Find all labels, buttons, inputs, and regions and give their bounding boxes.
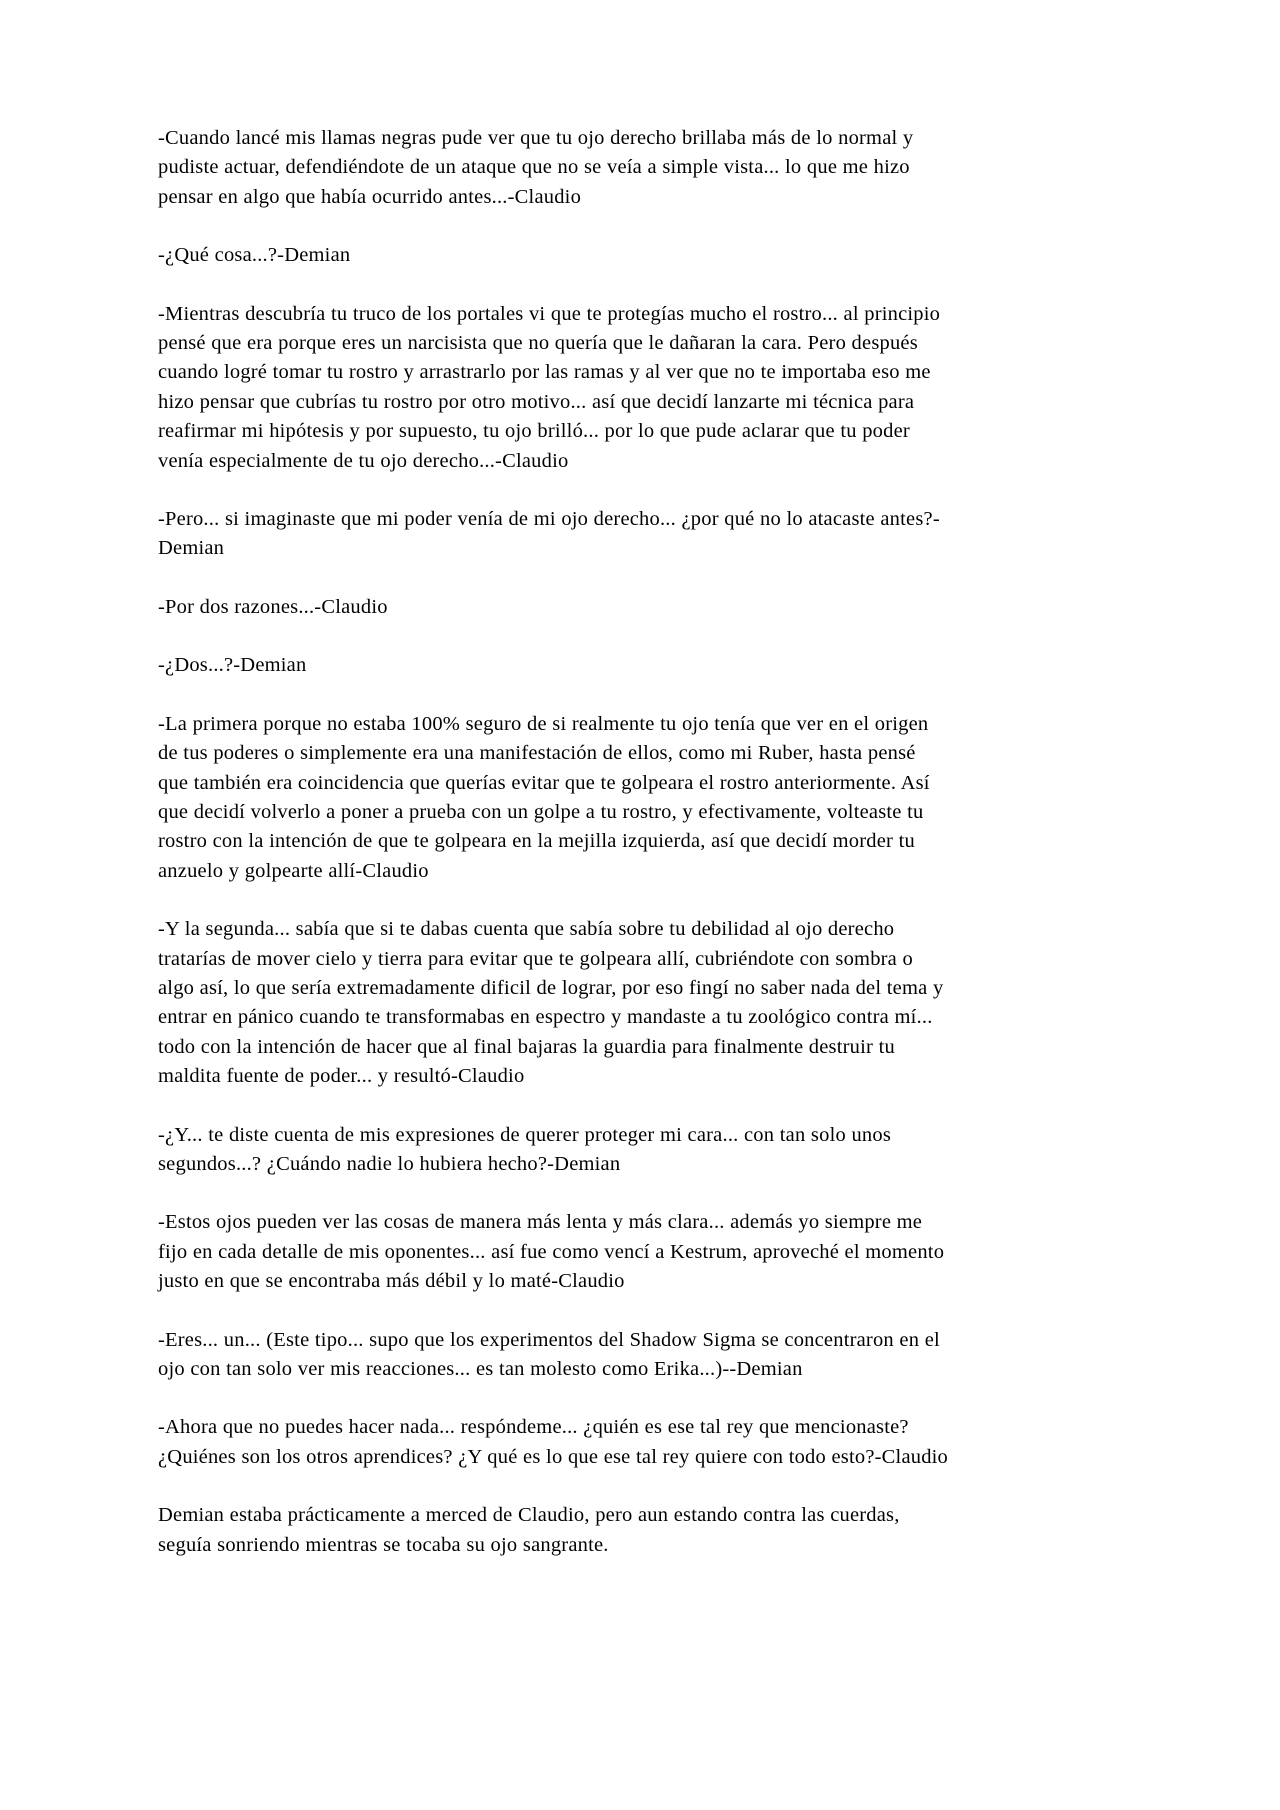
paragraph: -Mientras descubría tu truco de los portales vi que te protegías mucho el rostro... al principio pensé que era porque eres un narcisista que no quería que le dañaran la cara. Pero después cuando logré tomar tu rostro y arrastrarlo por las ramas y al ver que no te importaba eso me hizo pensar que cubrías tu rostro por otro motivo... así que decidí lanzarte mi técnica para reafirmar mi hipótesis y por supuesto, tu ojo brilló... por lo que pude aclarar que tu poder venía especialmente de tu ojo derecho...-Claudio: [158, 302, 941, 472]
paragraph: Demian estaba prácticamente a merced de Claudio, pero aun estando contra las cuerdas, seguía sonriendo mientras se tocaba su ojo sangrante.: [158, 1504, 900, 1556]
paragraph: -Por dos razones...-Claudio: [158, 595, 388, 618]
paragraph: -Pero... si imaginaste que mi poder venía de mi ojo derecho... ¿por qué no lo atacaste antes?-Demian: [158, 508, 940, 560]
document-body: [158, 124, 948, 1560]
paragraph: -¿Qué cosa...?-Demian: [158, 244, 351, 267]
paragraph: -Estos ojos pueden ver las cosas de manera más lenta y más clara... además yo siempre me fijo en cada detalle de mis oponentes... así fue como vencí a Kestrum, aproveché el momento justo en que se encontraba más débil y lo maté-Claudio: [158, 1211, 945, 1293]
paragraph: -Ahora que no puedes hacer nada... respóndeme... ¿quién es ese tal rey que mencionaste? ¿Quiénes son los otros aprendices? ¿Y qué es lo que ese tal rey quiere con todo esto?-Claudio: [158, 1416, 949, 1468]
paragraph: -Eres... un... (Este tipo... supo que los experimentos del Shadow Sigma se concentraron en el ojo con tan solo ver mis reacciones... es tan molesto como Erika...)--Demian: [158, 1328, 940, 1380]
paragraph: -¿Dos...?-Demian: [158, 654, 307, 677]
paragraph: -Y la segunda... sabía que si te dabas cuenta que sabía sobre tu debilidad al ojo derecho tratarías de mover cielo y tierra para evitar que te golpeara allí, cubriéndote con sombra o algo así, lo que sería extremadamente dificil de lograr, por eso fingí no saber nada del tema y entrar en pánico cuando te transformabas en espectro y mandaste a tu zoológico contra mí... todo con la intención de hacer que al final bajaras la guardia para finalmente destruir tu maldita fuente de poder... y resultó-Claudio: [158, 918, 944, 1088]
paragraph: -¿Y... te diste cuenta de mis expresiones de querer proteger mi cara... con tan solo unos segundos...? ¿Cuándo nadie lo hubiera hecho?-Demian: [158, 1123, 892, 1175]
paragraph: -Cuando lancé mis llamas negras pude ver que tu ojo derecho brillaba más de lo normal y pudiste actuar, defendiéndote de un ataque que no se veía a simple vista... lo que me hizo pensar en algo que había ocurrido antes...-Claudio: [158, 127, 914, 208]
paragraph: -La primera porque no estaba 100% seguro de si realmente tu ojo tenía que ver en el origen de tus poderes o simplemente era una manifestación de ellos, como mi Ruber, hasta pensé que también era coincidencia que querías evitar que te golpeara el rostro anteriormente. Así que decidí volverlo a poner a prueba con un golpe a tu rostro, y efectivamente, volteaste tu rostro con la intención de que te golpeara en la mejilla izquierda, así que decidí morder tu anzuelo y golpearte allí-Claudio: [158, 712, 930, 882]
